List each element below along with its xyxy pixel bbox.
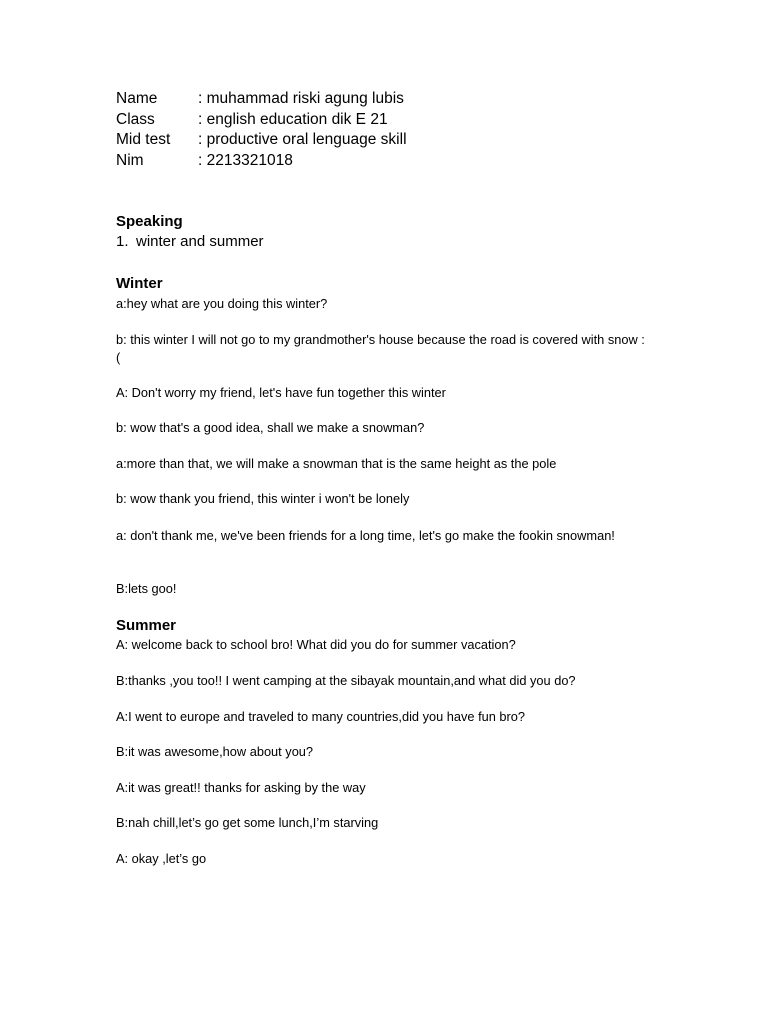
winter-dialogue-line: a:hey what are you doing this winter? — [116, 296, 328, 311]
speaking-heading: Speaking — [116, 213, 183, 230]
winter-dialogue-line: b: wow thank you friend, this winter i won't be lonely — [116, 491, 410, 506]
info-row-mid-test — [116, 130, 407, 151]
summer-dialogue-line: A:I went to europe and traveled to many countries,did you have fun bro? — [116, 709, 526, 724]
info-value: : english education dik E 21 — [198, 110, 388, 128]
summer-dialogue-line: B:thanks ,you too!! I went camping at the sibayak mountain,and what did you do? — [116, 673, 576, 688]
info-value: : muhammad riski agung lubis — [198, 90, 404, 107]
summer-dialogue-line: A: okay ,let’s go — [116, 851, 207, 866]
summer-dialogue-line: A: welcome back to school bro! What did you do for summer vacation? — [116, 637, 516, 652]
winter-dialogue-line: a:more than that, we will make a snowman that is the same height as the pole — [116, 456, 557, 471]
info-value: : 2213321018 — [198, 152, 293, 170]
info-label: Name — [116, 90, 158, 107]
summer-dialogue-line: B:nah chill,let’s go get some lunch,I’m starving — [116, 815, 379, 830]
info-label: Nim — [116, 152, 144, 170]
info-row-nim — [116, 151, 407, 172]
item-text: winter and summer — [136, 233, 264, 250]
info-row-class — [116, 110, 407, 131]
winter-dialogue-line: b: wow that's a good idea, shall we make a snowman? — [116, 420, 425, 435]
info-row-name — [116, 89, 407, 110]
speaking-item — [116, 233, 264, 250]
winter-heading: Winter — [116, 275, 163, 292]
item-number: 1. — [116, 233, 129, 250]
winter-dialogue-line: A: Don't worry my friend, let's have fun together this winter — [116, 385, 446, 400]
info-label: Mid test — [116, 131, 171, 149]
winter-dialogue-line: b: this winter I will not go to my grandmother's house because the road is covered with snow :( — [116, 332, 645, 365]
info-label: Class — [116, 110, 155, 128]
info-value: : productive oral lenguage skill — [198, 131, 407, 149]
summer-dialogue-line: A:it was great!! thanks for asking by the way — [116, 780, 366, 795]
student-info-header — [116, 89, 407, 172]
summer-dialogue-line: B:it was awesome,how about you? — [116, 744, 314, 759]
winter-dialogue-line: a: don't thank me, we've been friends for a long time, let's go make the fookin snowman! — [116, 528, 615, 543]
summer-heading: Summer — [116, 617, 177, 634]
winter-dialogue-line: B:lets goo! — [116, 581, 177, 596]
